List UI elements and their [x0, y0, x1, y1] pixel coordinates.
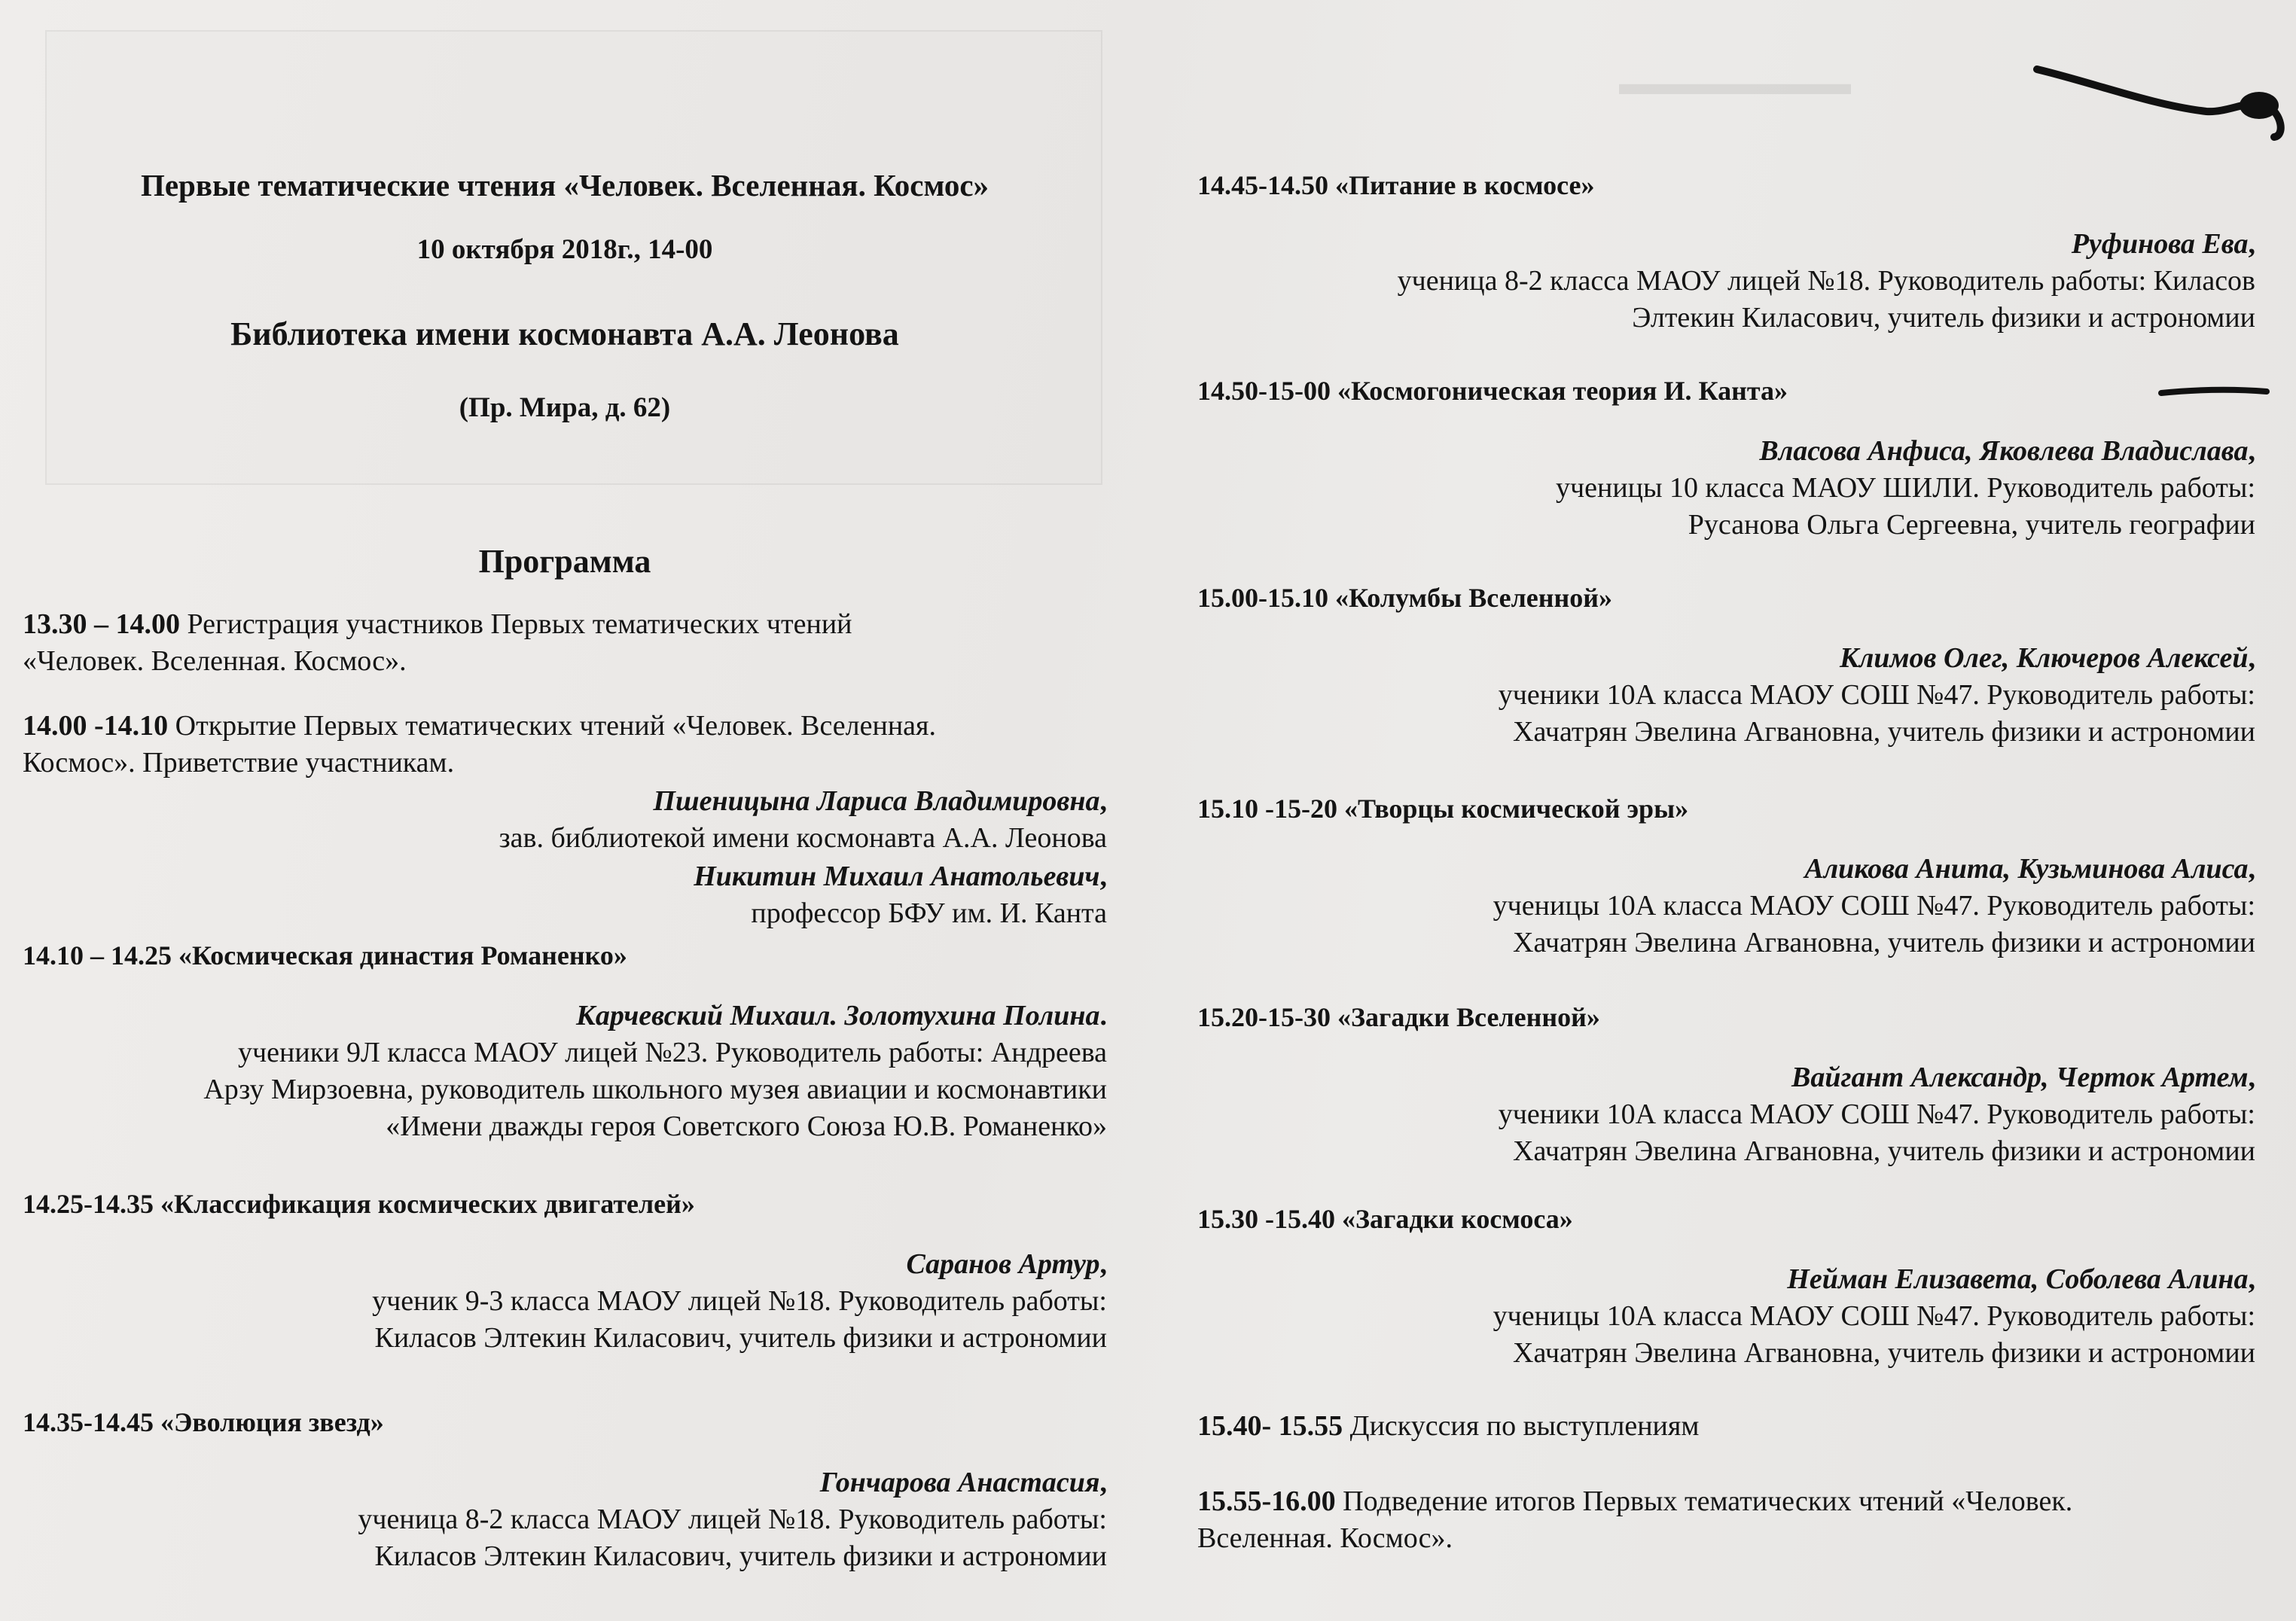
right-program-item [1197, 580, 2255, 617]
session-heading [1197, 791, 2255, 827]
session-title: «Эволюция звезд» [160, 1407, 384, 1437]
speaker-affiliation: Хачатрян Эвелина Агвановна, учитель физики и астрономии [1513, 1135, 2255, 1167]
session-time: 14.10 – 14.25 [23, 940, 172, 970]
speaker-name: Аликова Анита, Кузьминова Алиса [1804, 853, 2249, 885]
speaker-affiliation: Арзу Мирзоевна, руководитель школьного музея авиации и космонавтики [203, 1074, 1107, 1105]
speaker-name: Вайгант Александр, Черток Артем [1791, 1062, 2249, 1093]
speaker-affiliation: «Имени дважды героя Советского Союза Ю.В. Романенко» [386, 1111, 1107, 1142]
speaker-punct: , [2248, 1062, 2255, 1093]
session-heading [1197, 373, 2255, 410]
speaker-names [23, 1246, 1107, 1283]
session-heading [1197, 167, 2255, 204]
speaker-affiliation: Русанова Ольга Сергеевна, учитель географии [1688, 509, 2255, 541]
session-title: «Творцы космической эры» [1343, 794, 1689, 824]
speaker-names [23, 783, 1107, 820]
session-text-line [23, 745, 1107, 782]
speaker-name: Власова Анфиса, Яковлева Владислава [1759, 435, 2249, 467]
session-title: «Колумбы Вселенной» [1335, 583, 1612, 613]
right-program-item [1197, 226, 2255, 337]
speaker-affiliation: зав. библиотекой имени космонавта А.А. Леонова [499, 822, 1107, 854]
session-time: 14.45-14.50 [1197, 170, 1328, 200]
speaker-punct: , [1099, 1248, 1107, 1280]
session-text: «Человек. Вселенная. Космос». [23, 645, 407, 677]
speaker-affiliation: ученицы 10А класса МАОУ СОШ №47. Руководитель работы: [1493, 1300, 2255, 1332]
speaker-names [1197, 433, 2255, 470]
session-heading [23, 1404, 1107, 1441]
left-program-item [23, 1186, 1107, 1223]
speaker-name: Никитин Михаил Анатольевич [694, 861, 1100, 892]
left-program-item [23, 708, 1107, 782]
speaker-affiliation: ученик 9-3 класса МАОУ лицей №18. Руководитель работы: [372, 1285, 1107, 1317]
session-time: 15.20-15-30 [1197, 1002, 1331, 1032]
speaker-affiliation: Хачатрян Эвелина Агвановна, учитель физики и астрономии [1513, 927, 2255, 958]
right-program-item [1197, 791, 2255, 827]
venue-name: Библиотека имени космонавта А.А. Леонова [230, 315, 899, 352]
show-through-decoration: ▬▬▬▬▬▬▬ [1619, 65, 1851, 102]
speaker-punct: , [1099, 861, 1107, 892]
session-text: Вселенная. Космос». [1197, 1522, 1453, 1554]
right-program-item [1197, 640, 2255, 751]
program-heading: Программа [478, 543, 651, 580]
speaker-affiliation: Киласов Элтекин Киласович, учитель физики и астрономии [374, 1540, 1107, 1572]
speaker-name: Саранов Артур [906, 1248, 1100, 1280]
session-time: 15.40- 15.55 [1197, 1410, 1343, 1442]
session-time: 14.25-14.35 [23, 1189, 154, 1219]
left-program-item [23, 998, 1107, 1145]
speaker-punct: , [2248, 853, 2255, 885]
speaker-names [23, 1464, 1107, 1501]
left-program-item [23, 937, 1107, 974]
right-program-item [1197, 1261, 2255, 1372]
speaker-names [1197, 851, 2255, 888]
session-text-line [23, 606, 1107, 643]
session-title: «Загадки Вселенной» [1337, 1002, 1600, 1032]
session-time: 15.10 -15-20 [1197, 794, 1337, 824]
left-program-item [23, 783, 1107, 857]
session-text: Космос». Приветствие участникам. [23, 747, 455, 779]
right-program-item [1197, 999, 2255, 1036]
speaker-affiliation: ученица 8-2 класса МАОУ лицей №18. Руководитель работы: [358, 1504, 1107, 1535]
left-program-item [23, 858, 1107, 932]
speaker-affiliation: Киласов Элтекин Киласович, учитель физики и астрономии [374, 1322, 1107, 1354]
speaker-names [1197, 1261, 2255, 1298]
left-program-item [23, 1404, 1107, 1441]
session-time: 13.30 – 14.00 [23, 608, 180, 640]
right-program-item [1197, 1201, 2255, 1238]
left-program-item [23, 606, 1107, 680]
right-program-item [1197, 1408, 2255, 1445]
session-text: Дискуссия по выступлениям [1349, 1410, 1700, 1442]
speaker-affiliation: Хачатрян Эвелина Агвановна, учитель физики и астрономии [1513, 716, 2255, 748]
session-time: 14.00 -14.10 [23, 710, 169, 742]
speaker-affiliation: Элтекин Киласович, учитель физики и астрономии [1632, 302, 2255, 334]
right-program-item [1197, 167, 2255, 204]
right-program-item [1197, 1483, 2255, 1557]
speaker-punct: , [2248, 435, 2255, 467]
session-text-line [1197, 1483, 2255, 1520]
session-time: 14.35-14.45 [23, 1407, 154, 1437]
speaker-names [23, 998, 1107, 1034]
speaker-affiliation: ученики 10А класса МАОУ СОШ №47. Руководитель работы: [1498, 679, 2255, 711]
session-heading [1197, 580, 2255, 617]
speaker-punct: , [2248, 1263, 2255, 1295]
session-text-line [23, 643, 1107, 680]
speaker-names [1197, 640, 2255, 677]
session-title: «Загадки космоса» [1342, 1204, 1573, 1234]
session-text: Регистрация участников Первых тематических чтений [187, 608, 852, 640]
session-time: 15.30 -15.40 [1197, 1204, 1335, 1234]
speaker-name: Руфинова Ева [2071, 228, 2249, 260]
speaker-punct: . [1099, 1000, 1107, 1031]
right-program-item [1197, 1059, 2255, 1170]
session-heading [23, 1186, 1107, 1223]
speaker-names [1197, 226, 2255, 263]
session-time: 15.00-15.10 [1197, 583, 1328, 613]
left-program-item [23, 1246, 1107, 1357]
session-heading [1197, 999, 2255, 1036]
speaker-affiliation: ученики 10А класса МАОУ СОШ №47. Руководитель работы: [1498, 1098, 2255, 1130]
session-text-line [1197, 1408, 2255, 1445]
left-program-item [23, 1464, 1107, 1575]
speaker-punct: , [1099, 1467, 1107, 1498]
speaker-name: Нейман Елизавета, Соболева Алина [1787, 1263, 2249, 1295]
speaker-punct: , [2248, 642, 2255, 674]
speaker-affiliation: ученица 8-2 класса МАОУ лицей №18. Руководитель работы: Киласов [1397, 265, 2255, 297]
session-title: «Космогоническая теория И. Канта» [1337, 376, 1788, 406]
speaker-affiliation: ученицы 10А класса МАОУ СОШ №47. Руководитель работы: [1493, 890, 2255, 922]
session-heading [23, 937, 1107, 974]
speaker-affiliation: профессор БФУ им. И. Канта [751, 897, 1107, 929]
session-time: 14.50-15-00 [1197, 376, 1331, 406]
speaker-punct: , [2248, 228, 2255, 260]
speaker-names [1197, 1059, 2255, 1096]
speaker-affiliation: ученики 9Л класса МАОУ лицей №23. Руководитель работы: Андреева [238, 1037, 1107, 1068]
session-heading [1197, 1201, 2255, 1238]
event-date: 10 октября 2018г., 14-00 [416, 234, 713, 265]
session-text-line [23, 708, 1107, 745]
right-program-item [1197, 851, 2255, 961]
session-title: «Классификация космических двигателей» [160, 1189, 695, 1219]
venue-address: (Пр. Мира, д. 62) [459, 392, 671, 423]
left-column [23, 0, 1107, 1621]
speaker-name: Пшеницына Лариса Владимировна [653, 785, 1100, 817]
speaker-punct: , [1099, 785, 1107, 817]
speaker-name: Карчевский Михаил. Золотухина Полина [576, 1000, 1100, 1031]
session-title: «Питание в космосе» [1335, 170, 1595, 200]
session-text-line [1197, 1520, 2255, 1557]
right-program-item [1197, 433, 2255, 544]
session-time: 15.55-16.00 [1197, 1485, 1336, 1517]
speaker-name: Гончарова Анастасия [819, 1467, 1100, 1498]
session-text: Подведение итогов Первых тематических чтений «Человек. [1343, 1485, 2073, 1517]
event-title: Первые тематические чтения «Человек. Вселенная. Космос» [140, 168, 989, 203]
session-title: «Космическая династия Романенко» [178, 940, 627, 970]
speaker-name: Климов Олег, Ключеров Алексей [1840, 642, 2249, 674]
speaker-affiliation: ученицы 10 класса МАОУ ШИЛИ. Руководитель работы: [1556, 472, 2255, 504]
session-text: Открытие Первых тематических чтений «Человек. Вселенная. [175, 710, 937, 742]
right-column [1197, 0, 2255, 1621]
speaker-names [23, 858, 1107, 895]
right-program-item [1197, 373, 2255, 410]
speaker-affiliation: Хачатрян Эвелина Агвановна, учитель физики и астрономии [1513, 1337, 2255, 1369]
